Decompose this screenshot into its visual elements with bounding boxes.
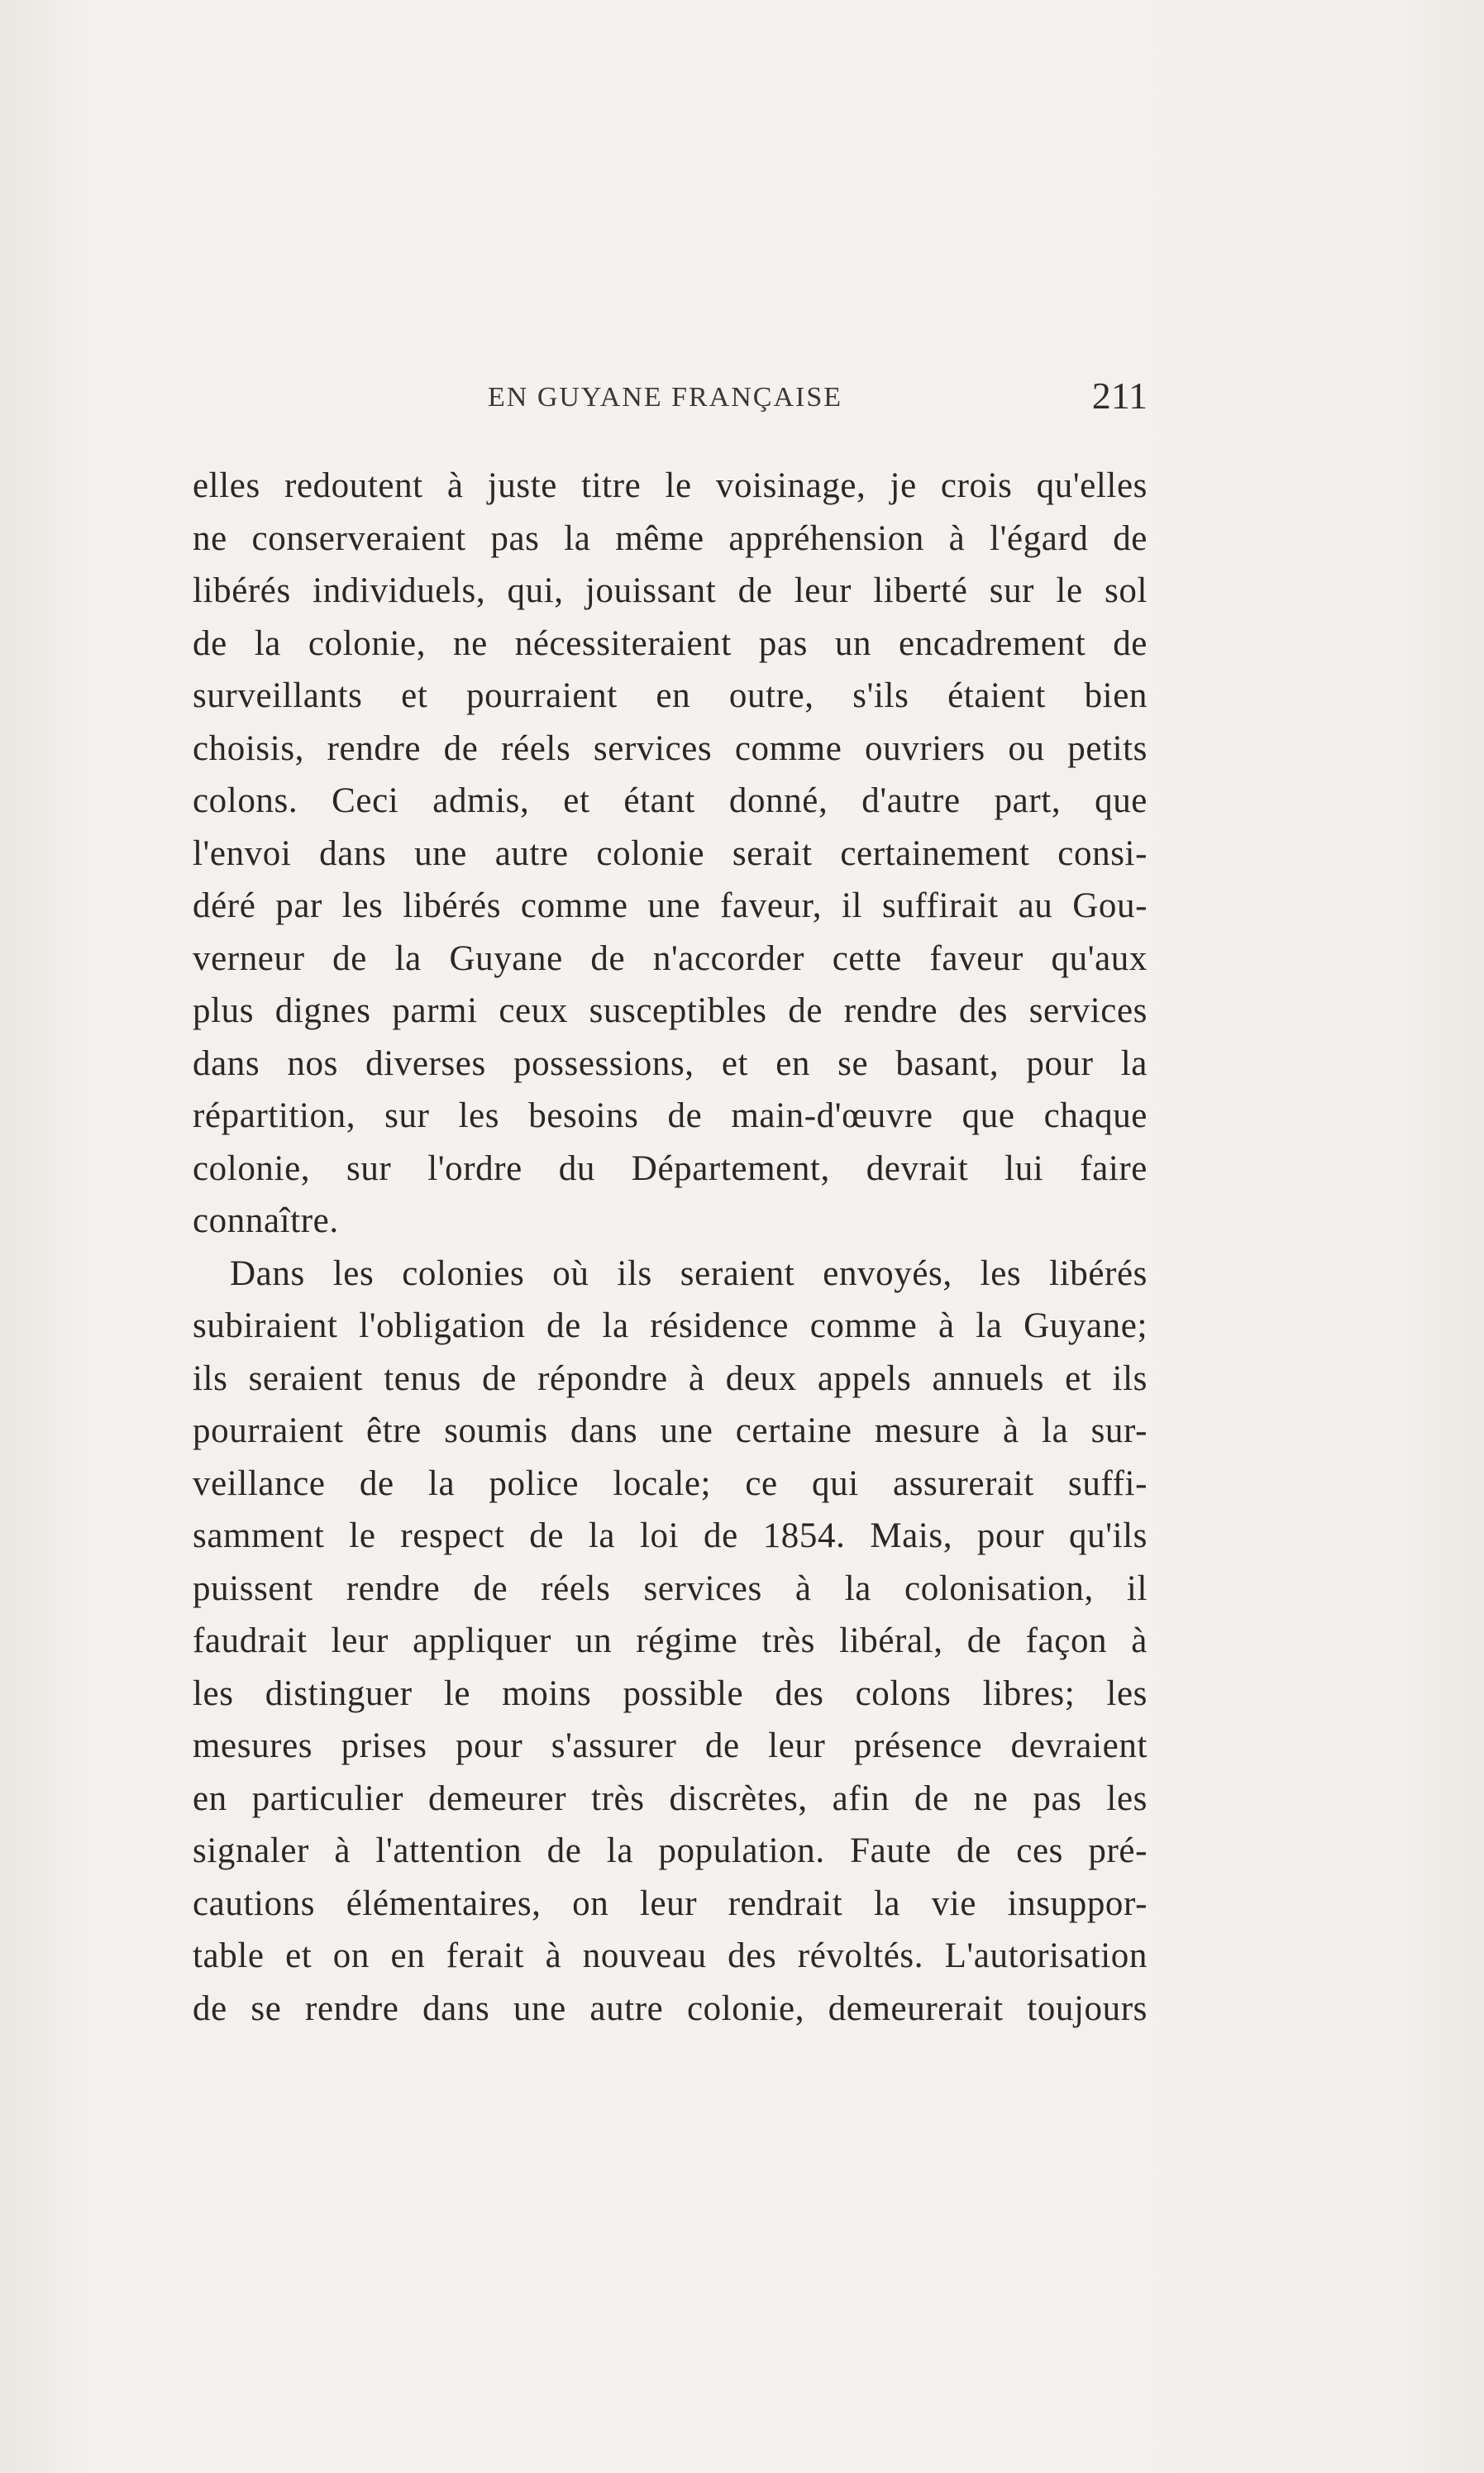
text-line: Dans les colonies où ils seraient envoyés, les libérés	[230, 1253, 1148, 1293]
text-line: l'envoi dans une autre colonie serait certainement consi-	[193, 833, 1148, 873]
text-line: choisis, rendre de réels services comme ouvriers ou petits	[193, 728, 1148, 768]
text-line: ne conserveraient pas la même appréhension à l'égard de	[193, 518, 1148, 558]
text-line: mesures prises pour s'assurer de leur présence devraient	[193, 1726, 1148, 1765]
text-line: veillance de la police locale; ce qui assurerait suffi-	[193, 1463, 1148, 1503]
text-line: répartition, sur les besoins de main-d'œuvre que chaque	[193, 1096, 1148, 1135]
text-line: verneur de la Guyane de n'accorder cette faveur qu'aux	[193, 938, 1148, 978]
text-line: ils seraient tenus de répondre à deux appels annuels et ils	[193, 1358, 1148, 1398]
text-line: libérés individuels, qui, jouissant de leur liberté sur le sol	[193, 571, 1148, 610]
text-line: de se rendre dans une autre colonie, demeurerait toujours	[193, 1988, 1148, 2028]
text-line: les distinguer le moins possible des colons libres; les	[193, 1673, 1148, 1713]
text-line: puissent rendre de réels services à la colonisation, il	[193, 1568, 1148, 1608]
text-line: plus dignes parmi ceux susceptibles de rendre des services	[193, 991, 1148, 1030]
text-line: signaler à l'attention de la population. Faute de ces pré-	[193, 1831, 1148, 1870]
body-text	[193, 460, 1148, 2035]
text-line: colons. Ceci admis, et étant donné, d'autre part, que	[193, 781, 1148, 820]
text-line: connaître.	[193, 1201, 339, 1240]
running-title: EN GUYANE FRANÇAISE	[488, 382, 843, 413]
text-line: de la colonie, ne nécessiteraient pas un encadrement de	[193, 623, 1148, 663]
text-line: table et on en ferait à nouveau des révoltés. L'autorisation	[193, 1936, 1148, 1975]
text-line: pourraient être soumis dans une certaine mesure à la sur-	[193, 1411, 1148, 1450]
text-line: colonie, sur l'ordre du Département, devrait lui faire	[193, 1148, 1148, 1188]
text-line: en particulier demeurer très discrètes, afin de ne pas les	[193, 1778, 1148, 1818]
text-line: déré par les libérés comme une faveur, il suffirait au Gou-	[193, 886, 1148, 925]
text-line: subiraient l'obligation de la résidence comme à la Guyane;	[193, 1306, 1148, 1345]
page-number: 211	[1091, 375, 1148, 417]
text-line: dans nos diverses possessions, et en se basant, pour la	[193, 1043, 1148, 1083]
text-line: surveillants et pourraient en outre, s'ils étaient bien	[193, 676, 1148, 715]
text-line: cautions élémentaires, on leur rendrait la vie insuppor-	[193, 1883, 1148, 1923]
text-line: faudrait leur appliquer un régime très libéral, de façon à	[193, 1621, 1148, 1660]
text-line: samment le respect de la loi de 1854. Mais, pour qu'ils	[193, 1516, 1148, 1555]
text-line: elles redoutent à juste titre le voisinage, je crois qu'elles	[193, 466, 1148, 505]
